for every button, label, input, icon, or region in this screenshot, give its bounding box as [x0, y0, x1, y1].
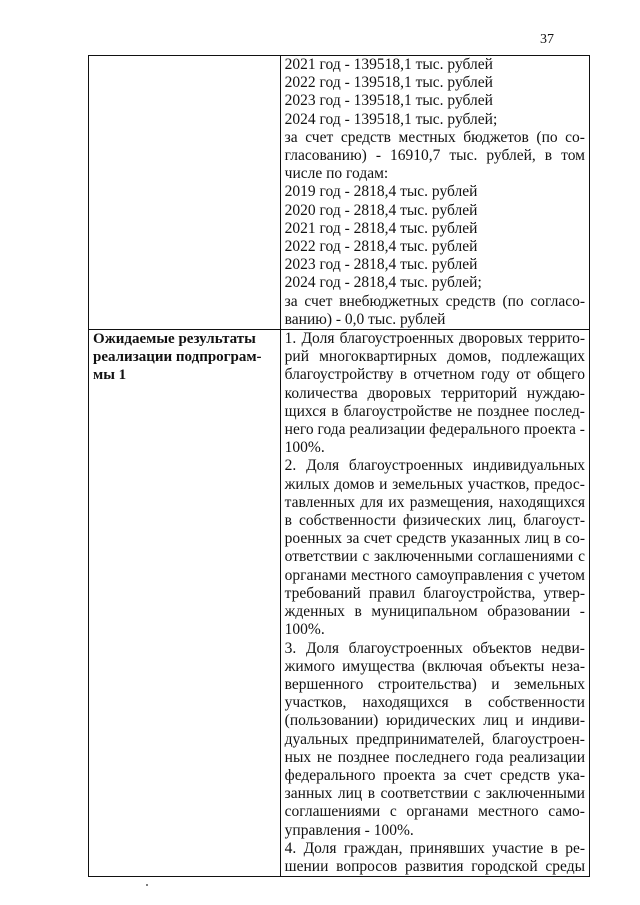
funding-details-cell [280, 56, 589, 330]
text-line: благоустройству в отчетном году от общего [284, 366, 585, 384]
text-line: 2022 год - 2818,4 тыс. рублей [284, 238, 478, 256]
text-line: требований правил благоустройства, утвер- [284, 584, 585, 602]
text-line: жимого имущества (включая объекты неза- [284, 657, 585, 675]
text-line: 2022 год - 139518,1 тыс. рублей [284, 74, 493, 92]
text-line: 2021 год - 139518,1 тыс. рублей [284, 56, 493, 73]
text-line: ответствии с заключенными соглашениями с [284, 548, 585, 566]
text-line: федерального проекта за счет средств ука- [284, 766, 585, 784]
text-line: 2024 год - 139518,1 тыс. рублей; [284, 110, 498, 128]
text-line: рий многоквартирных домов, подлежащих [284, 348, 585, 366]
text-line: 2019 год - 2818,4 тыс. рублей [284, 183, 478, 201]
text-line: него года реализации федерального проекта - [284, 421, 585, 439]
label-line: реализации подпрограм- [93, 349, 262, 366]
expected-results-label-cell [89, 330, 281, 877]
text-line: щихся в благоустройстве не позднее послед- [284, 402, 585, 420]
text-line: 2020 год - 2818,4 тыс. рублей [284, 201, 478, 219]
text-line: в собственности физических лиц, благоуст- [284, 512, 585, 530]
scan-speck [146, 884, 148, 886]
text-line: 3. Доля благоустроенных объектов недви- [284, 639, 585, 657]
text-line: жилых домов и земельных участков, предос- [284, 475, 585, 493]
text-line: участков, находящихся в собственности [284, 694, 585, 712]
text-line: 100%. [284, 621, 325, 639]
text-line: за счет средств местных бюджетов (по со- [284, 128, 585, 146]
label-line: Ожидаемые результаты [93, 331, 256, 348]
text-line: тавленных для их размещения, находящихся [284, 493, 585, 511]
text-line: 2021 год - 2818,4 тыс. рублей [284, 219, 478, 237]
expected-results-cell [280, 330, 589, 877]
text-line: занных лиц в соответствии с заключенными [284, 785, 585, 803]
text-line: (пользовании) юридических лиц и индиви- [284, 712, 585, 730]
text-line: 2023 год - 2818,4 тыс. рублей [284, 256, 478, 274]
text-line: ванию) - 0,0 тыс. рублей [284, 310, 446, 328]
program-passport-table [88, 55, 590, 877]
text-line: ных не позднее последнего года реализации [284, 748, 585, 766]
text-line: 1. Доля благоустроенных дворовых террито- [284, 330, 585, 348]
text-line: 4. Доля граждан, принявших участие в ре- [284, 839, 585, 857]
text-line: числе по годам: [284, 165, 389, 183]
funding-label-cell [89, 56, 281, 330]
text-line: 2023 год - 139518,1 тыс. рублей [284, 92, 493, 110]
text-line: соглашениями с органами местного само- [284, 803, 585, 821]
text-line: гласованию) - 16910,7 тыс. рублей, в том [284, 147, 585, 165]
text-line: органами местного самоуправления с учетом [284, 566, 585, 584]
text-line: управления - 100%. [284, 821, 414, 839]
text-line: дуальных предпринимателей, благоустроен- [284, 730, 585, 748]
text-line: вершенного строительства) и земельных [284, 675, 585, 693]
expected-results-row [89, 330, 590, 877]
text-line: жденных в муниципальном образовании - [284, 603, 585, 621]
text-line: шении вопросов развития городской среды [284, 857, 585, 875]
text-line: 2. Доля благоустроенных индивидуальных [284, 457, 585, 475]
funding-row [89, 56, 590, 330]
label-line: мы 1 [93, 367, 127, 384]
text-line: количества дворовых территорий нуждаю- [284, 384, 585, 402]
text-line: роенных за счет средств указанных лиц в со- [284, 530, 585, 548]
text-line: за счет внебюджетных средств (по согласо- [284, 292, 585, 310]
page-number: 37 [540, 32, 554, 47]
text-line: 2024 год - 2818,4 тыс. рублей; [284, 274, 482, 292]
text-line: 100%. [284, 439, 325, 457]
